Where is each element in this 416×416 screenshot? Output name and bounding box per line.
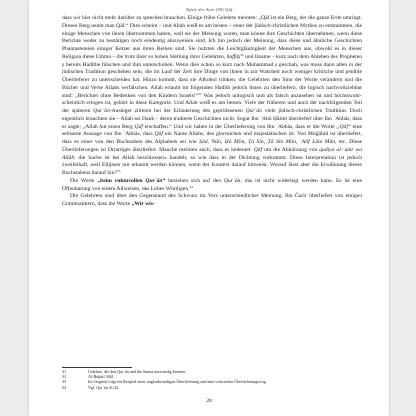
footnotes xyxy=(62,369,362,390)
text-run: Qurʾān xyxy=(245,108,262,114)
document-page xyxy=(29,0,389,416)
text-run: Ṣād, Nūn, Ḥā Mīm, Ṭā Sīn, Ṭā Sīn Mīm, ʾAlif Lām Mīm xyxy=(199,139,335,145)
text-run: Qāf xyxy=(253,146,263,153)
text-run: „Wir wis- xyxy=(131,201,155,207)
footnote-number: 31 xyxy=(62,369,67,374)
text-run: Qāf xyxy=(134,123,143,130)
text-run: qudiya al-ʾamr wa Allāh xyxy=(62,146,362,161)
footnote-text: Im Original folgt ein Beispiel einer unglaubwürdigen Überlieferung und eine schwachen Überlieferungsweg. xyxy=(88,379,267,385)
body-paragraph xyxy=(62,193,362,209)
footnote-number: 33 xyxy=(62,379,67,385)
text-run: einen Berg xyxy=(106,123,135,130)
text-run: eine seltsame Aussage von Ibn ʾAbbās, dass xyxy=(62,123,363,138)
text-run: ein Name Allahs, des glorreichen und majestätischen ist. Von Muǧāhid ist überliefert, dass es einer von den Buchstaben des Alphabets sei wie xyxy=(62,131,362,145)
text-run: ṣ xyxy=(275,61,278,68)
text-run: hat xyxy=(99,123,107,130)
footnote xyxy=(62,385,362,390)
text-run: -Ausleger zitieren bei der Erläuterung des geprüfesenen xyxy=(109,108,246,114)
text-run: Qurʾān xyxy=(93,108,110,114)
text-run: um die Abkürzung von xyxy=(262,146,320,153)
footnote-marker: 32 xyxy=(198,91,202,96)
body-text xyxy=(62,15,362,209)
text-run: erschaffen.“ Und wir haben in der Überlieferung von Ibn ʾAbbās, dass er die Worte xyxy=(142,123,337,130)
text-run: Die Worte xyxy=(70,177,98,184)
text-run: viele jüdisch-christlichen Tradition. Doch eigentlich brauchten sie – Allah sei Dank – deren tradierte Geschichten nicht. Sogar Ibn ʾAbū Ḥātim überliefert über Ibn ʾAbbās, dass er sagte: „Allah xyxy=(62,108,362,130)
text-run: „Qāf“ xyxy=(336,123,351,130)
footnote-text: Gelehrte, die den Qurʾān und die Sunna auswendig können. xyxy=(88,369,186,374)
text-run: geschah, was muss dann allen in der jüdischen Tradition geschehen sein, die im Lauf der Zeit ihre Dinge von ihnen in zur Wahrheit noch weniger kritische und penible Überlieferer zu unterscheiden hat. Hinzu kommt, dass sie Alkohol trinken, die Gelehrten den Sinn der Worte verändern und die Bücher und Verse Allahs verfälschen. Allah erlaubt im folgenden Hadīth jedoch ihnen zu überliefern, die logisch nachvollziehbar sind: „Berichtet ohne Bedenken von den Kindern Israels!“ xyxy=(62,61,362,99)
text-run: Qurʾān xyxy=(145,177,163,184)
footnote-marker: 31 xyxy=(240,52,244,57)
running-header: Tafsīr der Sure (50) Qāf xyxy=(185,7,233,12)
text-run: ṣ xyxy=(62,61,65,68)
text-run: “ xyxy=(162,177,166,184)
footnote-separator xyxy=(62,367,132,368)
text-run: : die Sache ist bei Allah beschlossen« handelt, so wie dass in der Dichtung vorkommt. Diese Interpretation ist jedoch zweifelhaft, weil Ellipsen nur erkannt werden können, wenn der Kontext darauf hinweist. Worauf lässt aber die Erwähnung dieses Buchstabens darauf hin? xyxy=(62,154,362,176)
text-run: beziehen sich auf den xyxy=(165,177,224,184)
page-number: 28 xyxy=(206,398,212,404)
text-run: Qurʾān xyxy=(223,177,241,184)
text-run: Die Gelehrten sind über den Gegenstand des Schwurs im Vers unterschiedlicher Meinung. Ibn Ǧarīr überliefert von einigen Grammatikern, dass die Worte xyxy=(62,193,362,207)
text-run: , das ist nicht widerlegt werden kann. Es ist eine Offenbarung von einem Allweisen, des Lobes Würdigen. xyxy=(62,177,363,192)
footnote-number: 32 xyxy=(62,374,67,380)
body-paragraph xyxy=(62,178,362,194)
text-run: Qāf xyxy=(154,131,163,138)
footnote-text: Al-Buḫārī 3461. xyxy=(88,374,115,380)
footnote-marker: 33 xyxy=(117,169,121,173)
text-run: , etc. Diese Überlieferungen ist Drrartiges überliefert. Manche meinten auch, dass es bedeutet: xyxy=(62,139,362,153)
footnote-marker: 34 xyxy=(189,184,193,189)
text-run: „beim ruhmvollen xyxy=(97,177,146,184)
text-run: und Imame – kurz nach dem Ableben des Propheten xyxy=(243,53,362,60)
text-run: huffāẓ xyxy=(226,53,241,60)
text-run: dass wir hier nicht mehr darüber zu sprechen brauchen. Einige frühe Gelehrte meinten: „Qāf ist ein Berg, der die ganze Erde umringt. Diesen Berg nennt man Qāf.“ Dies scheint – und Allah weiß es am besten – einer der jüdisch-christlichen Mythos zu entstammen, die einige Menschen von ihnen übernommen haben, weil sie der Meinung waren, man könne ihre Geschichten übernehmen, wenn diese Berichte weder zu bestätigen noch eindeutig abzuweisen sind. Ich bin jedoch der Meinung, dass diese und ähnliche Geschichten Phantastereien einiger Ketzer aus ihren Reihen sind. Sie nutzten die Leichtgläubigkeit der Menschen aus, obwohl es in dieser Religion diese Umma – die trotz ihrer so hohen Stellung ihrer Gelehrten, xyxy=(62,15,362,60)
footnote-number: 34 xyxy=(62,384,67,390)
body-paragraph xyxy=(62,15,362,178)
text-run: bereits Hadīthe fälschen und ihm unterschoben. Wenn dies schon so kurz nach Muhammad xyxy=(64,61,275,68)
text-run: Was jedoch unlogisch und als falsch anzusehen ist und höchstwahrscheinlich erlogen ist, gehört in diese Kategorie. Und Allah weiß es am besten. Viele der früheren und auch der nachfolgenden Teil der späteren xyxy=(62,92,362,114)
footnote-text: Vgl. Qurʾān 41:42. xyxy=(88,384,120,390)
